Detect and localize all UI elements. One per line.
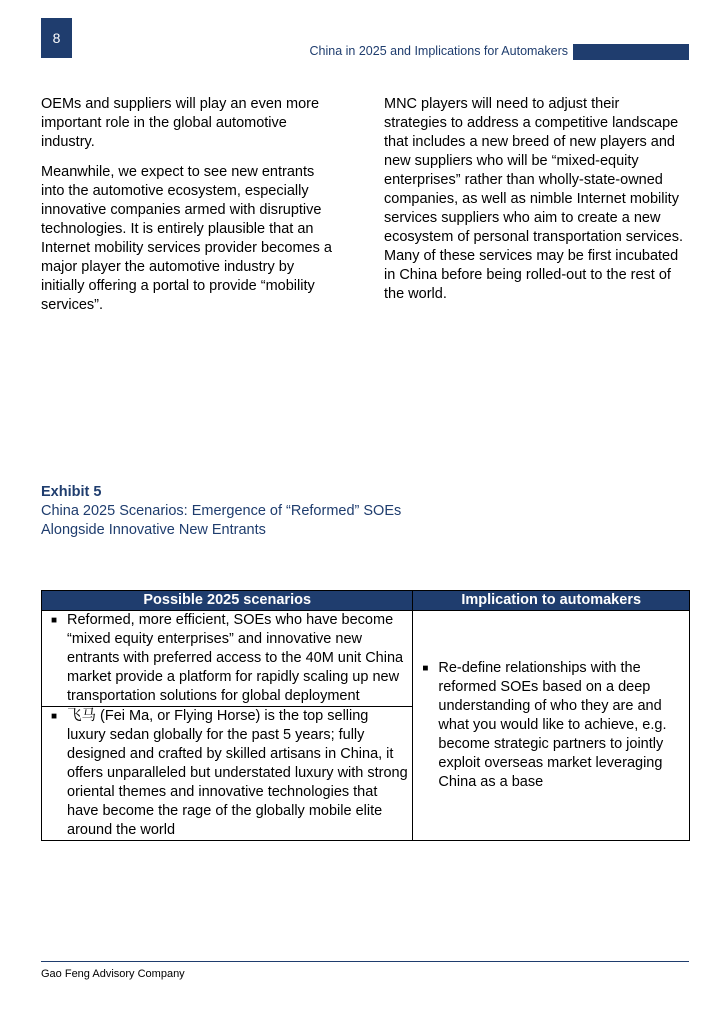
scenarios-table: [41, 590, 690, 841]
page-number: 8: [41, 18, 72, 58]
paragraph: OEMs and suppliers will play an even more important role in the global automotive industry.: [41, 96, 320, 150]
left-column: [41, 95, 341, 326]
right-column: [384, 95, 684, 315]
bullet-icon: ■: [422, 663, 429, 674]
bullet-icon: ■: [51, 615, 58, 626]
footer-divider: [41, 961, 689, 962]
header-accent-bar: [573, 44, 689, 60]
bullet-icon: ■: [51, 711, 58, 722]
scenario-text: Reformed, more efficient, SOEs who have become “mixed equity enterprises” and innovative new entrants with preferred access to the 40M unit China market provide a platform for rapidly scaling up new transportation solutions for global deployment: [67, 612, 404, 704]
paragraph: Meanwhile, we expect to see new entrants into the automotive ecosystem, especially innovative companies armed with disruptive technologies. It is entirely plausible that an Internet mobility services provider becomes a major player the automotive industry by initially offering a portal to provide “mobility services”.: [41, 164, 332, 313]
exhibit-label: Exhibit 5: [41, 484, 102, 500]
exhibit-title-line-2: Alongside Innovative New Entrants: [41, 522, 266, 538]
table-row: [42, 611, 690, 707]
table-header-row: [42, 591, 690, 611]
column-header-scenarios: Possible 2025 scenarios: [42, 591, 413, 611]
implication-text: Re-define relationships with the reformed SOEs based on a deep understanding of who they are and what you would like to achieve, e.g. become strategic partners to jointly exploit overseas market leveraging China as a base: [438, 660, 667, 790]
paragraph: MNC players will need to adjust their strategies to address a competitive landscape that includes a new breed of new players and new suppliers who will be “mixed-equity enterprises” rather than wholly-state-owned companies, as well as nimble Internet mobility services suppliers who aim to create a new ecosystem of personal transportation services. Many of these services may be first incubated in China before being rolled-out to the rest of the world.: [384, 96, 683, 302]
footer-company: Gao Feng Advisory Company: [41, 968, 185, 980]
scenario-cell: [42, 611, 413, 707]
implication-cell: [413, 611, 690, 841]
header-title: China in 2025 and Implications for Automakers: [309, 44, 568, 58]
scenario-text: 飞马 (Fei Ma, or Flying Horse) is the top selling luxury sedan globally for the past 5 years; fully designed and crafted by skilled artisans in China, it offers unparalleled but understated luxury with strong oriental themes and innovative technologies that have become the rage of the globally mobile elite around the world: [67, 708, 408, 838]
exhibit-heading: [41, 483, 661, 540]
column-header-implication: Implication to automakers: [413, 591, 690, 611]
exhibit-title-line-1: China 2025 Scenarios: Emergence of “Reformed” SOEs: [41, 503, 402, 519]
scenario-cell: [42, 707, 413, 841]
